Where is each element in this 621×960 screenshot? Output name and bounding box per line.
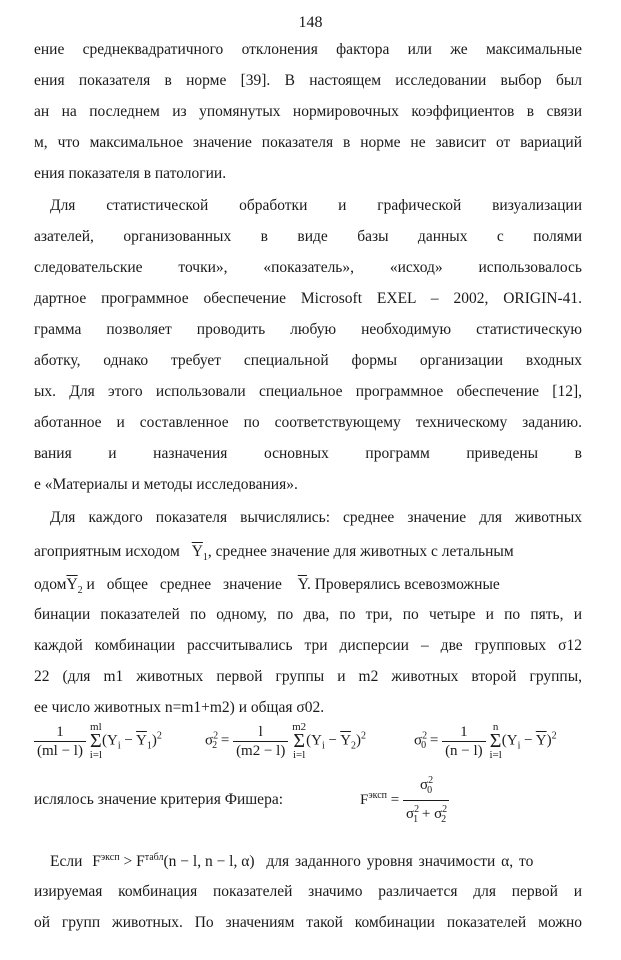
formula-sub: 2 — [441, 814, 447, 825]
text-line: изируемая комбинация показателей значимо различается для первой и — [34, 883, 582, 900]
text-fragment: для заданного уровня значимости α, то — [266, 853, 534, 871]
formula-sup: 2 — [442, 804, 448, 815]
formula-sub: 1 — [146, 740, 152, 752]
sum-operator — [489, 722, 501, 760]
text-line: азателей, организованных в виде базы данных с полями — [34, 228, 582, 245]
formula-sub: 1 — [413, 814, 419, 825]
sum-lower: i=l — [489, 749, 502, 761]
page-number: 148 — [298, 14, 323, 31]
fraction-numerator — [403, 772, 449, 801]
formula-sub: 2 — [351, 740, 357, 752]
fraction-numerator: 1 — [34, 723, 86, 742]
text-line: ислялось значение критерия Фишера: — [34, 791, 283, 808]
mean-y-symbol: $\overline{Y}$ — [297, 576, 307, 593]
formula-term: $\overline{Y}$ — [340, 732, 352, 749]
formula-op: = — [387, 791, 404, 808]
formula-term: ) — [546, 732, 552, 749]
text-line-with-formula — [34, 845, 582, 871]
formula-term: (n − l, n − l, α) — [163, 853, 255, 871]
text-fragment: агоприятным исходом — [34, 543, 180, 560]
text-line: Для каждого показателя вычислялись: среднее значение для животных — [50, 509, 582, 526]
text-line: ан на последнем из упомянутых нормировочных коэффициентов в связи — [34, 103, 582, 120]
sum-upper: ml — [90, 721, 102, 733]
text-line: каждой комбинации рассчитывались три дисперсии – две групповых σ12 — [34, 637, 582, 654]
text-fragment: . Проверялись всевозможные — [306, 576, 500, 593]
formula-op: > — [119, 853, 137, 871]
formula-term: $\overline{Y}$ — [535, 732, 547, 749]
text-line-with-symbol — [34, 539, 582, 565]
sigma-sign: Σ — [293, 730, 305, 752]
text-line: 22 (для m1 животных первой группы и m2 животных второй группы, — [34, 668, 582, 685]
sum-upper: m2 — [292, 721, 307, 733]
formula-sub: 0 — [427, 785, 433, 796]
variance-formula-group1 — [34, 722, 162, 760]
text-line: ее число животных n=m1+m2) и общая σ02. — [34, 699, 325, 716]
variance-formula-total — [414, 722, 557, 760]
symbol-y: $\overline{Y}$ — [191, 543, 203, 560]
formula-term: ) — [356, 732, 362, 749]
text-line: ения показателя в норме [39]. В настоящем исследовании выбор был — [34, 72, 582, 89]
text-line: аботанное и составленное по соответствующему техническому заданию. — [34, 414, 582, 431]
formula-op: + — [418, 806, 435, 822]
text-line: грамма позволяет проводить любую необходимую статистическую — [34, 321, 582, 338]
text-fragment: одом — [34, 576, 67, 593]
formula-sub: 2 — [212, 740, 218, 752]
fraction-denominator: (m2 − l) — [236, 742, 286, 759]
formula-sup: эксп — [100, 852, 120, 863]
symbol-subscript: 1 — [202, 552, 208, 564]
fraction — [34, 723, 86, 760]
text-fragment: Если — [50, 853, 83, 871]
text-line: ение среднеквадратичного отклонения фактора или же максимальные — [34, 41, 582, 58]
sigma-sign: Σ — [489, 730, 502, 752]
fraction-denominator: (n − l) — [445, 742, 483, 759]
sum-lower: i=l — [89, 749, 103, 761]
formula-sub: i — [117, 740, 121, 752]
text-line: ых. Для этого использовали специальное программное обеспечение [12], — [34, 383, 582, 400]
mean-y2-symbol — [66, 576, 83, 597]
formula-op: = — [217, 732, 234, 749]
fraction-numerator: 1 — [442, 723, 486, 742]
formula-term: ) — [151, 732, 157, 749]
formula-term: (Y — [306, 732, 322, 749]
formula-sup: табл — [144, 852, 164, 863]
formula-term: σ — [205, 732, 214, 749]
text-line: м, что максимальное значение показателя в норме не зависит от вариаций — [34, 134, 582, 151]
formula-op: = — [426, 732, 443, 749]
formula-sup: 2 — [551, 730, 557, 742]
text-line-with-symbol — [34, 572, 582, 598]
formula-sup: 2 — [213, 730, 219, 742]
formula-term: σ — [414, 732, 423, 749]
formula-term: F — [360, 791, 369, 808]
formula-term: $\overline{Y}$ — [136, 732, 147, 749]
formula-sub: 0 — [421, 740, 427, 752]
fraction-denominator — [403, 801, 449, 829]
formula-sup: 2 — [414, 804, 420, 815]
fraction — [233, 723, 288, 760]
fraction-denominator: (ml − l) — [37, 742, 83, 759]
formula-sup: 2 — [156, 730, 162, 742]
fraction-numerator: l — [233, 723, 288, 742]
sum-operator — [292, 722, 306, 760]
text-line: следовательские точки», «показатель», «исход» использовалось — [34, 259, 582, 276]
formula-term: F — [136, 853, 145, 871]
fisher-formula — [360, 772, 449, 829]
sum-lower: i=l — [292, 749, 306, 761]
fraction — [403, 772, 449, 829]
sum-upper: n — [492, 721, 499, 733]
formula-term: σ — [420, 777, 429, 793]
formula-op: − — [324, 732, 341, 749]
inline-formula — [92, 853, 254, 870]
text-line: ения показателя в патологии. — [34, 165, 227, 182]
sum-operator — [90, 722, 102, 760]
text-line: Для статистической обработки и графической визуализации — [50, 197, 582, 214]
text-line: вания и назначения основных программ приведены в — [34, 445, 582, 462]
text-line: е «Материалы и методы исследования». — [34, 476, 298, 493]
text-line: бинации показателей по одному, по два, по три, по четыре и по пять, и — [34, 606, 582, 623]
sigma-sign: Σ — [90, 730, 102, 752]
text-fragment: , среднее значение для животных с летальным — [207, 543, 514, 560]
formula-op: − — [520, 732, 536, 749]
mean-y1-symbol — [191, 543, 208, 564]
text-line: аботку, однако требует специальной формы организации входных — [34, 352, 582, 369]
symbol-y: $\overline{Y}$ — [66, 576, 78, 593]
formula-sub: i — [322, 740, 325, 752]
formula-term: (Y — [102, 732, 118, 749]
text-line: ой групп животных. По значениям такой комбинации показателей можно — [34, 914, 582, 931]
symbol-subscript: 2 — [77, 585, 83, 597]
formula-sup: 2 — [422, 730, 428, 742]
formula-term: F — [92, 853, 101, 871]
text-line: дартное программное обеспечение Microsoft EXEL – 2002, ORIGIN-41. — [34, 290, 582, 307]
formula-term: (Y — [501, 732, 518, 749]
formula-sub: i — [517, 740, 521, 752]
formula-sup: эксп — [368, 789, 388, 801]
formula-op: − — [120, 732, 137, 749]
formula-term: σ — [406, 806, 415, 822]
variance-formula-group2 — [205, 722, 366, 760]
formula-sup: 2 — [361, 730, 367, 742]
text-fragment: и общее среднее значение — [86, 576, 282, 593]
fraction — [442, 723, 486, 760]
formula-term: σ — [434, 806, 443, 822]
formula-sup: 2 — [428, 775, 434, 786]
